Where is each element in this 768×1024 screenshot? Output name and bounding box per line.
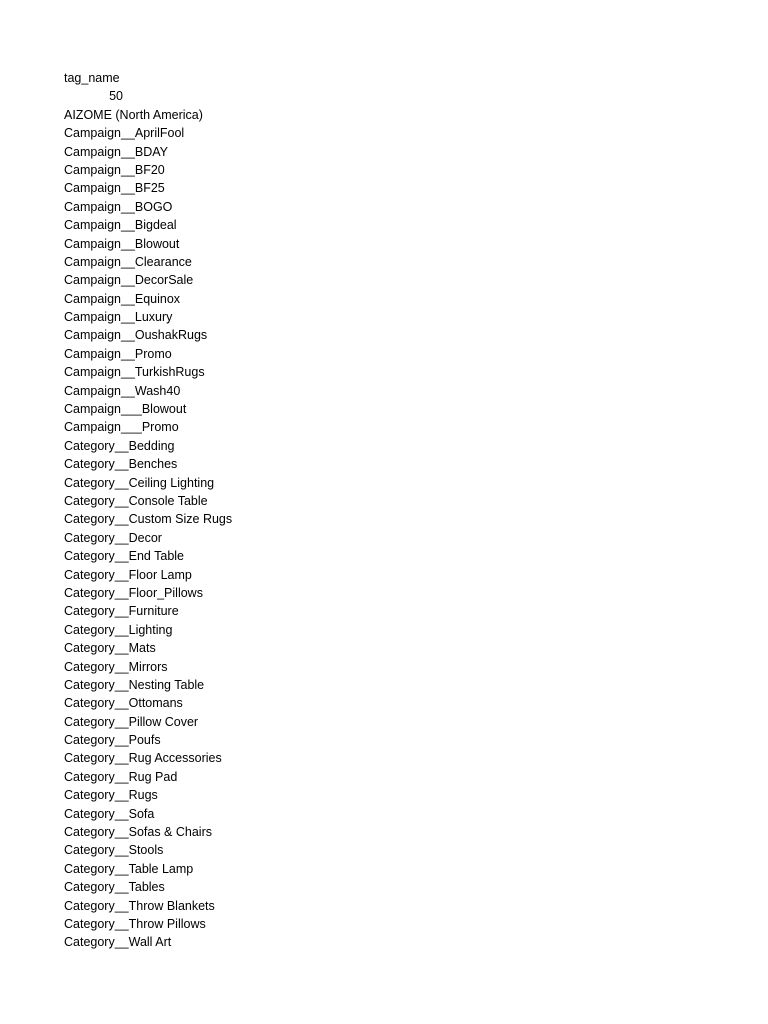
tag-row: Category__Nesting Table (64, 677, 205, 692)
tag-row: Category__Mats (64, 641, 156, 656)
tag-row: Category__Mirrors (64, 659, 168, 674)
tag-row: Category__Custom Size Rugs (64, 512, 233, 527)
tag-row: Category__Table Lamp (64, 861, 194, 876)
tag-row: Campaign__Promo (64, 346, 172, 361)
tag-row: Category__Floor Lamp (64, 567, 192, 582)
tag-row: Campaign__Clearance (64, 254, 192, 269)
tag-row: Campaign__Wash40 (64, 383, 181, 398)
tag-row: Campaign__Luxury (64, 310, 173, 325)
tag-row: Category__Sofa (64, 806, 155, 821)
tag-row: Category__Rug Pad (64, 769, 178, 784)
tag-row: Campaign__TurkishRugs (64, 365, 205, 380)
tag-row: Campaign__Blowout (64, 236, 180, 251)
tag-row: Category__Rug Accessories (64, 751, 222, 766)
tag-list (64, 106, 704, 952)
tag-row: Category__Sofas & Chairs (64, 825, 212, 840)
tag-row: Category__Stools (64, 843, 164, 858)
tag-row: Campaign___Blowout (64, 402, 187, 417)
tag-row: Campaign__BOGO (64, 199, 173, 214)
tag-row: Category__Bedding (64, 438, 175, 453)
tag-row: AIZOME (North America) (64, 107, 203, 122)
tag-row: Campaign__Bigdeal (64, 218, 177, 233)
tag-row: Category__Wall Art (64, 935, 172, 950)
tag-row: Campaign___Promo (64, 420, 179, 435)
tag-row: Category__Pillow Cover (64, 714, 199, 729)
tag-row: Category__End Table (64, 549, 184, 564)
tag-row: Campaign__OushakRugs (64, 328, 208, 343)
tag-row: Category__Poufs (64, 733, 161, 748)
tag-row: Category__Lighting (64, 622, 173, 637)
tag-row: Category__Furniture (64, 604, 179, 619)
tag-row: Category__Tables (64, 880, 165, 895)
tag-row: Campaign__BF20 (64, 162, 165, 177)
tag-row: Category__Ceiling Lighting (64, 475, 215, 490)
spreadsheet-printout (64, 69, 704, 952)
tag-row: Category__Benches (64, 457, 178, 472)
tag-row: Campaign__BDAY (64, 144, 168, 159)
tag-row: Campaign__DecorSale (64, 273, 194, 288)
tag-row: Category__Decor (64, 530, 162, 545)
tag-row: Category__Floor_Pillows (64, 585, 203, 600)
tag-row: Category__Throw Blankets (64, 898, 215, 913)
tag-row: Campaign__Equinox (64, 291, 181, 306)
tag-row: Campaign__BF25 (64, 181, 165, 196)
count-value: 50 (109, 89, 123, 104)
tag-row: Campaign__AprilFool (64, 126, 185, 141)
count-row (64, 87, 704, 105)
tag-row: Category__Rugs (64, 788, 158, 803)
column-header: tag_name (64, 71, 120, 85)
tag-row: Category__Throw Pillows (64, 916, 206, 931)
tag-row: Category__Console Table (64, 493, 208, 508)
tag-row: Category__Ottomans (64, 696, 183, 711)
